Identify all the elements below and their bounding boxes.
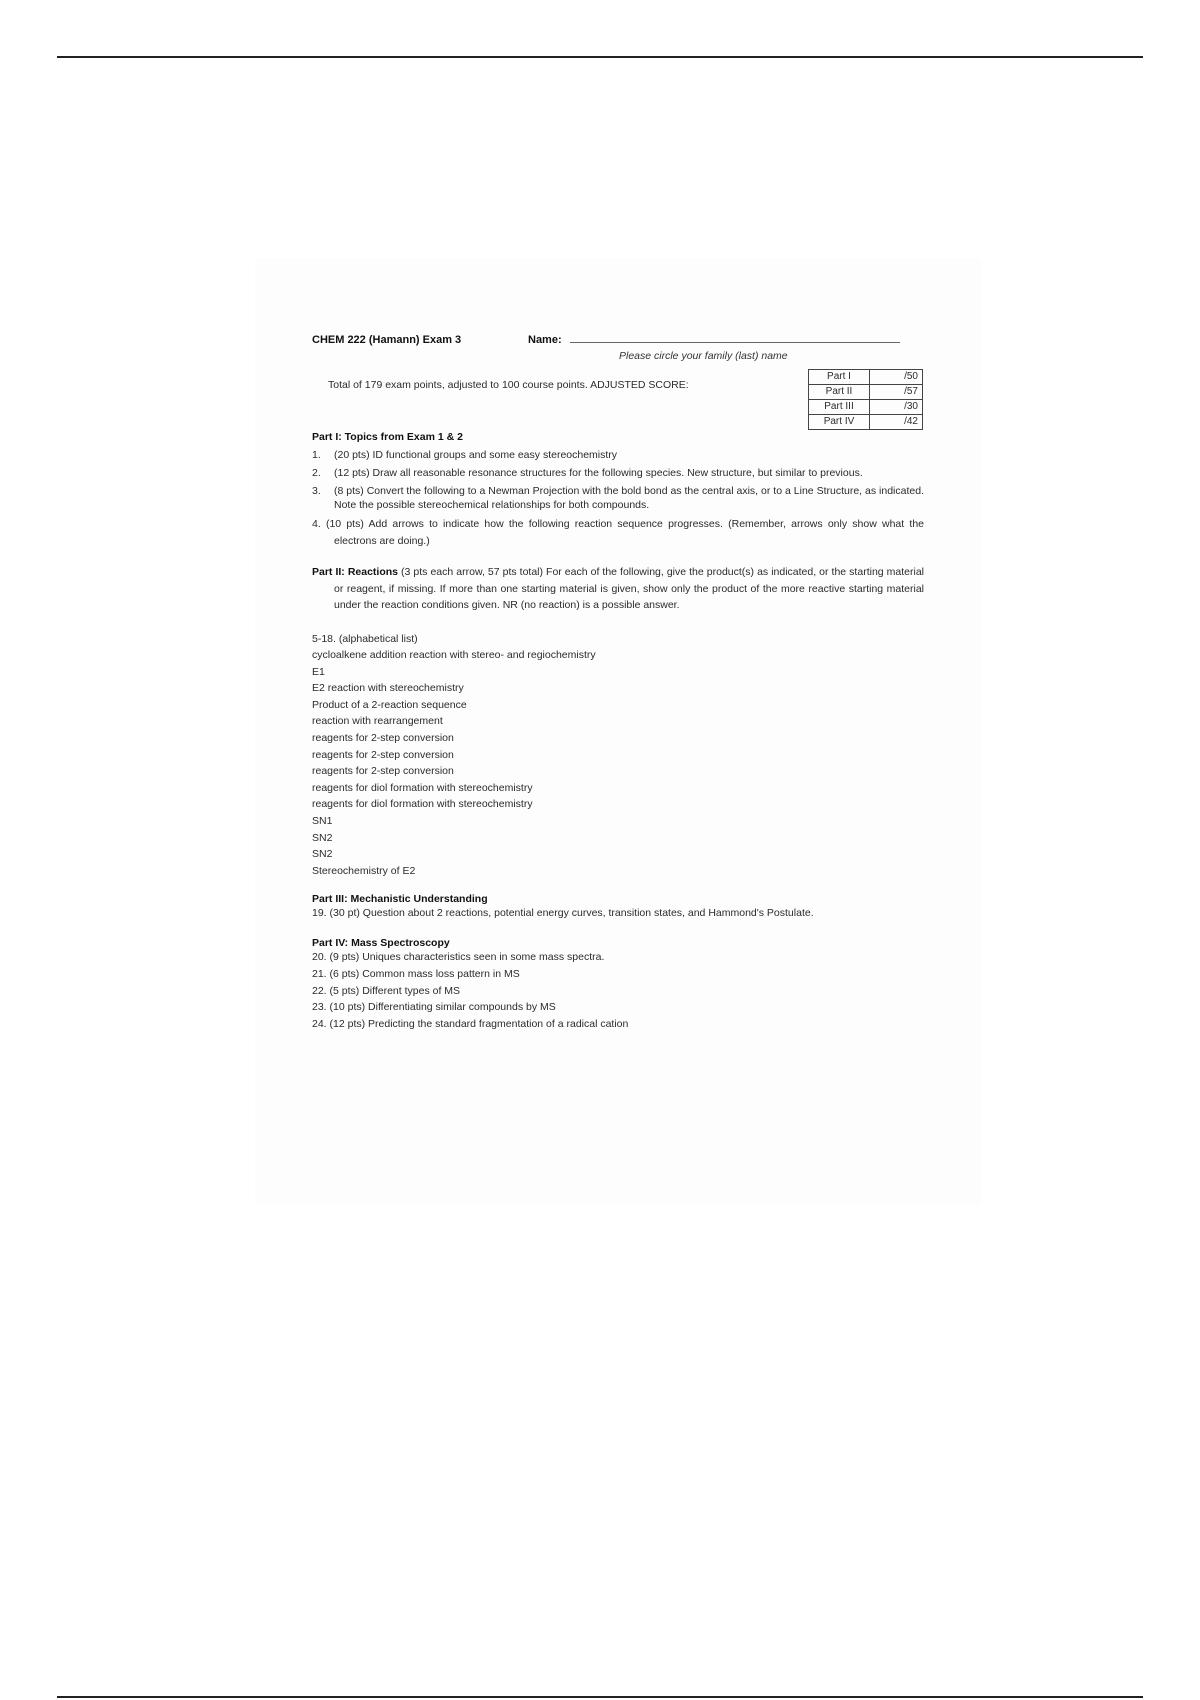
exam-title: CHEM 222 (Hamann) Exam 3	[312, 334, 462, 346]
list-item: Stereochemistry of E2	[312, 864, 416, 877]
exam-outline	[312, 430, 924, 1033]
item-text: (20 pts) ID functional groups and some easy stereochemistry	[334, 449, 618, 461]
top-rule	[57, 56, 1143, 58]
bottom-rule	[57, 1696, 1143, 1698]
list-item: 4. (10 pts) Add arrows to indicate how the following reaction sequence progresses. (Remember, arrows only show what the electrons are doing.)	[312, 518, 924, 547]
score-part: Part IV	[809, 415, 870, 430]
header	[312, 333, 924, 362]
list-item	[312, 466, 924, 480]
part4-heading: Part IV: Mass Spectroscopy	[312, 937, 450, 950]
list-item: SN2	[312, 831, 333, 844]
item-number: 3.	[312, 485, 321, 497]
score-part: Part I	[809, 370, 870, 385]
list-item	[312, 484, 924, 512]
list-item: 20. (9 pts) Uniques characteristics seen in some mass spectra.	[312, 951, 605, 964]
item-text: (8 pts) Convert the following to a Newman Projection with the bold bond as the central axis, or to a Line Structure, as indicated. Note the possible stereochemical relationships for both compounds.	[334, 485, 924, 511]
list-item: reagents for diol formation with stereochemistry	[312, 798, 533, 811]
list-item: Product of a 2-reaction sequence	[312, 698, 467, 711]
total-points-note: Total of 179 exam points, adjusted to 100 course points. ADJUSTED SCORE:	[328, 379, 689, 391]
list-item: 22. (5 pts) Different types of MS	[312, 984, 461, 997]
part1-heading: Part I: Topics from Exam 1 & 2	[312, 431, 463, 443]
list-item: E1	[312, 665, 325, 678]
list-item: cycloalkene addition reaction with stereo- and regiochemistry	[312, 649, 596, 662]
score-points: /30	[870, 400, 923, 415]
part2-heading: Part II: Reactions	[312, 566, 399, 578]
item-number: 2.	[312, 467, 321, 479]
list-item: 24. (12 pts) Predicting the standard fragmentation of a radical cation	[312, 1017, 629, 1030]
part3-heading: Part III: Mechanistic Understanding	[312, 893, 488, 906]
list-item: E2 reaction with stereochemistry	[312, 682, 464, 695]
score-part: Part III	[809, 400, 870, 415]
name-label: Name:	[528, 334, 562, 346]
list-title: 5-18. (alphabetical list)	[312, 632, 418, 645]
name-hint: Please circle your family (last) name	[619, 350, 788, 362]
list-item: reagents for 2-step conversion	[312, 732, 454, 745]
score-points: /57	[870, 385, 923, 400]
score-row	[809, 415, 923, 430]
list-item	[312, 448, 924, 462]
list-item: reagents for diol formation with stereochemistry	[312, 781, 533, 794]
part2-intro	[312, 564, 924, 614]
score-table	[808, 369, 923, 430]
score-points: /42	[870, 415, 923, 430]
item-number: 1.	[312, 449, 321, 461]
item-text: (12 pts) Draw all reasonable resonance structures for the following species. New structure, but similar to previous.	[334, 467, 863, 479]
list-item: SN2	[312, 848, 333, 861]
list-item: 21. (6 pts) Common mass loss pattern in MS	[312, 968, 520, 980]
score-row	[809, 370, 923, 385]
list-item: 23. (10 pts) Differentiating similar compounds by MS	[312, 1001, 556, 1014]
name-blank-line	[570, 342, 900, 343]
score-points: /50	[870, 370, 923, 385]
part2-instructions: (3 pts each arrow, 57 pts total) For each of the following, give the product(s) as indicated, or the starting material or reagent, if missing. If more than one starting material is given, show only the product of the more reactive starting material under the reaction conditions given. NR (no reaction) is a possible answer.	[334, 566, 924, 611]
score-row	[809, 400, 923, 415]
list-item: reagents for 2-step conversion	[312, 765, 454, 778]
list-item: SN1	[312, 815, 333, 828]
list-item: 19. (30 pt) Question about 2 reactions, potential energy curves, transition states, and Hammond's Postulate.	[312, 907, 814, 920]
score-part: Part II	[809, 385, 870, 400]
score-row	[809, 385, 923, 400]
list-item: reaction with rearrangement	[312, 715, 443, 728]
list-item: reagents for 2-step conversion	[312, 748, 454, 761]
